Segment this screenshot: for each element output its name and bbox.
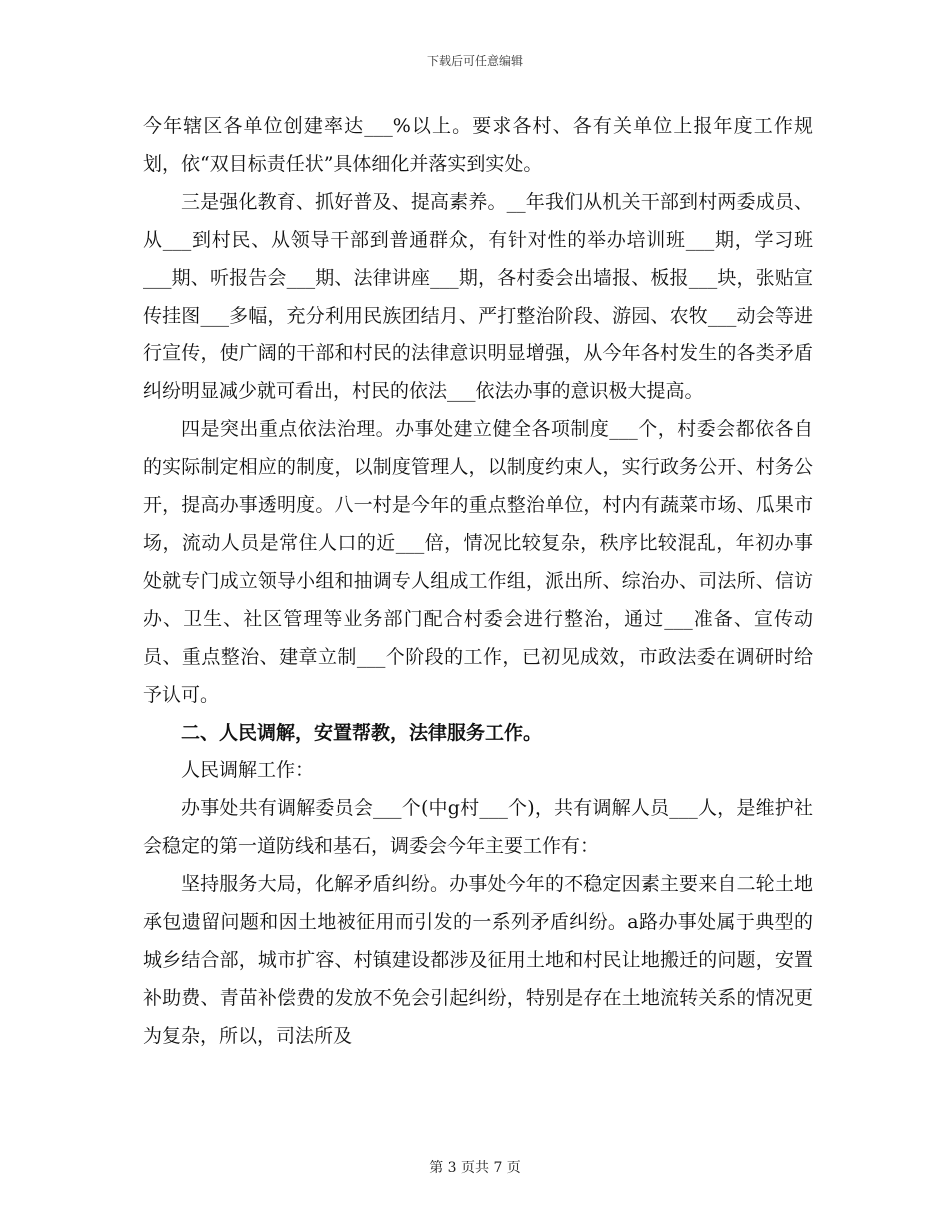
section-heading: 二、人民调解，安置帮教，法律服务工作。 (181, 721, 543, 744)
paragraph-education: 三是强化教育、抓好普及、提高素养。__年我们从机关干部到村两委成员、从___到村民、从领导干部到普通群众，有针对性的举办培训班___期，学习班___期、听报告会___期、法律讲座___期，各村委会出墙报、板报___块，张贴宣传挂图___多幅，充分利用民族团结月、严打整治阶段、游园、农牧___动会等进行宣传，使广阔的干部和村民的法律意识明显增强，从今年各村发生的各类矛盾纠纷明显减少就可看出，村民的依法___依法办事的意识极大提高。 (143, 190, 813, 403)
paragraph-mediation-committee: 办事处共有调解委员会___个(中g村___个)，共有调解人员___人，是维护社会稳定的第一道防线和基石，调委会今年主要工作有： (143, 797, 813, 858)
paragraph-continuation: 今年辖区各单位创建率达___%以上。要求各村、各有关单位上报年度工作规划，依“双目标责任状”具体细化并落实到实处。 (143, 115, 813, 175)
page-number: 第 3 页共 7 页 (429, 1160, 521, 1176)
paragraph-governance: 四是突出重点依法治理。办事处建立健全各项制度___个，村委会都依各自的实际制定相应的制度，以制度管理人，以制度约束人，实行政务公开、村务公开，提高办事透明度。八一村是今年的重点整治单位，村内有蔬菜市场、瓜果市场，流动人员是常住人口的近___倍，情况比较复杂，秩序比较混乱，年初办事处就专门成立领导小组和抽调专人组成工作组，派出所、综治办、司法所、信访办、卫生、社区管理等业务部门配合村委会进行整治，通过___准备、宣传动员、重点整治、建章立制___个阶段的工作，已初见成效，市政法委在调研时给予认可。 (143, 418, 813, 706)
page-header-note: 下载后可任意编辑 (426, 54, 523, 68)
subsection-label: 人民调解工作： (181, 759, 315, 782)
paragraph-dispute-resolution: 坚持服务大局，化解矛盾纠纷。办事处今年的不稳定因素主要来自二轮土地承包遗留问题和因土地被征用而引发的一系列矛盾纠纷。a路办事处属于典型的城乡结合部，城市扩容、村镇建设都涉及征用土地和村民让地搬迁的问题，安置补助费、青苗补偿费的发放不免会引起纠纷，特别是存在土地流转关系的情况更为复杂，所以，司法所及 (143, 873, 813, 1047)
document-body (143, 108, 813, 1056)
